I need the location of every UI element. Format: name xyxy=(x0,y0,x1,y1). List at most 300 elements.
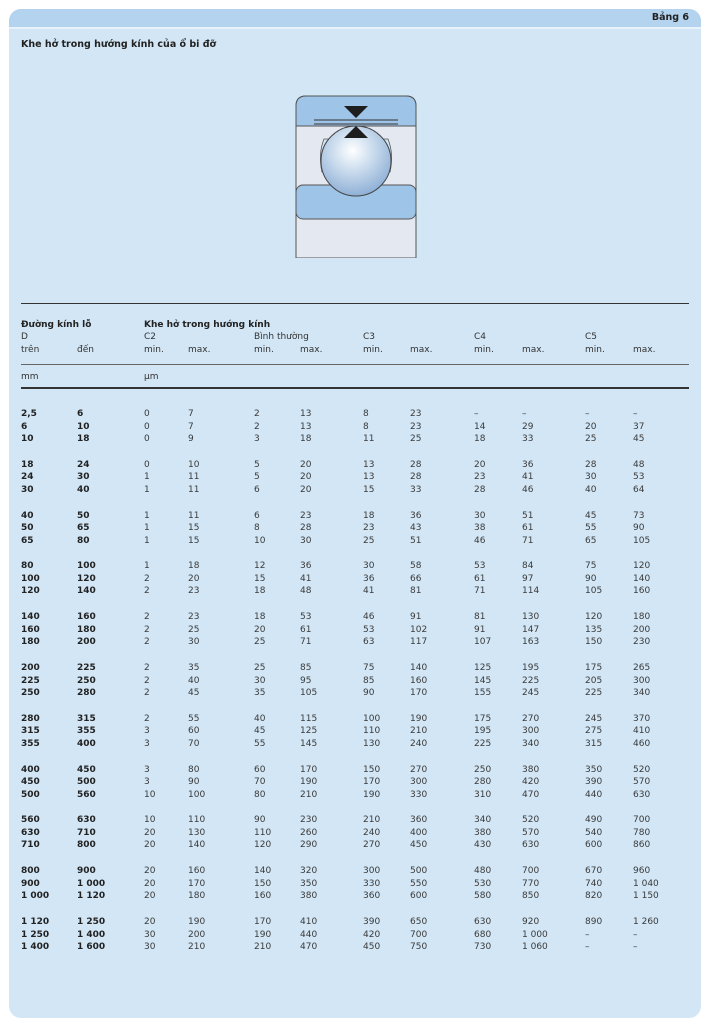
cell-c4-min: 81 xyxy=(474,612,486,623)
cell-c5-min: – xyxy=(585,409,590,419)
cell-c2-max: 170 xyxy=(188,878,206,889)
table-row xyxy=(9,485,701,497)
cell-c5-min: 90 xyxy=(585,573,597,584)
cell-c5-max: 1 150 xyxy=(633,891,659,902)
cell-c4-max: 36 xyxy=(522,459,534,470)
cell-c4-max: 97 xyxy=(522,573,534,584)
cell-c3-min: 240 xyxy=(363,827,381,838)
cell-c4-max: 420 xyxy=(522,777,540,788)
cell-d-incl: 500 xyxy=(77,777,96,788)
cell-normal-max: 28 xyxy=(300,523,312,534)
cell-c5-min: 740 xyxy=(585,878,603,889)
cell-normal-max: 23 xyxy=(300,510,312,521)
cell-c4-min: 38 xyxy=(474,523,486,534)
cell-d-over: 120 xyxy=(21,586,40,597)
cell-normal-max: 48 xyxy=(300,586,312,597)
cell-c3-min: 53 xyxy=(363,624,375,635)
cell-c2-max: 55 xyxy=(188,713,200,724)
cell-normal-min: 5 xyxy=(254,459,260,470)
cell-c2-min: 10 xyxy=(144,815,156,826)
cell-c5-min: 75 xyxy=(585,561,597,572)
cell-d-over: 6 xyxy=(21,421,28,432)
cell-c5-max: 160 xyxy=(633,586,651,597)
cell-normal-max: 36 xyxy=(300,561,312,572)
c3-header: C3 xyxy=(363,332,376,342)
cell-c3-max: 550 xyxy=(410,878,428,889)
cell-c4-min: 380 xyxy=(474,827,492,838)
cell-c3-max: 300 xyxy=(410,777,428,788)
cell-normal-min: 3 xyxy=(254,434,260,444)
cell-c3-min: 270 xyxy=(363,840,381,851)
cell-normal-min: 160 xyxy=(254,891,272,902)
cell-c3-min: 90 xyxy=(363,688,375,698)
cell-normal-min: 55 xyxy=(254,738,266,749)
cell-c3-max: 33 xyxy=(410,484,422,495)
cell-normal-min: 18 xyxy=(254,612,266,623)
cell-c5-max: 460 xyxy=(633,738,651,749)
cell-c3-max: 190 xyxy=(410,713,428,724)
cell-c4-min: 23 xyxy=(474,472,486,483)
cell-c3-max: 81 xyxy=(410,586,422,597)
cell-c5-min: 440 xyxy=(585,789,603,800)
cell-normal-max: 61 xyxy=(300,624,312,635)
cell-d-incl: 160 xyxy=(77,612,96,623)
cell-d-over: 630 xyxy=(21,827,40,838)
cell-normal-max: 260 xyxy=(300,827,318,838)
cell-c5-max: 73 xyxy=(633,510,645,521)
cell-c2-min: 0 xyxy=(144,409,150,419)
cell-c2-min: 1 xyxy=(144,523,150,534)
cell-c3-min: 63 xyxy=(363,637,375,648)
cell-d-over: 450 xyxy=(21,777,40,788)
cell-c4-max: 29 xyxy=(522,421,534,432)
cell-normal-min: 18 xyxy=(254,586,266,597)
cell-normal-min: 15 xyxy=(254,573,266,584)
cell-normal-min: 45 xyxy=(254,726,266,737)
cell-c2-max: 180 xyxy=(188,891,206,902)
cell-c5-min: 135 xyxy=(585,624,603,635)
table-row xyxy=(9,536,701,548)
cell-d-over: 180 xyxy=(21,637,40,648)
cell-c3-min: 11 xyxy=(363,434,375,444)
table-row xyxy=(9,637,701,649)
cell-c4-max: 520 xyxy=(522,815,540,826)
table-row xyxy=(9,422,701,434)
cell-c4-min: 18 xyxy=(474,434,486,444)
cell-c3-min: 13 xyxy=(363,472,375,483)
cell-normal-min: 10 xyxy=(254,535,266,546)
cell-c4-max: 270 xyxy=(522,713,540,724)
cell-d-over: 560 xyxy=(21,815,40,826)
cell-c5-max: 200 xyxy=(633,624,651,635)
cell-c5-max: 630 xyxy=(633,789,651,800)
cell-c2-min: 2 xyxy=(144,612,150,623)
cell-normal-max: 20 xyxy=(300,484,312,495)
header-bar xyxy=(9,9,701,27)
cell-c2-max: 210 xyxy=(188,942,206,952)
table-row xyxy=(9,739,701,751)
cell-c5-max: 64 xyxy=(633,484,645,495)
cell-c3-max: 400 xyxy=(410,827,428,838)
cell-normal-max: 85 xyxy=(300,663,312,673)
cell-c4-max: 470 xyxy=(522,789,540,800)
table-row xyxy=(9,434,701,446)
cell-c5-max: 300 xyxy=(633,675,651,686)
cell-c2-max: 7 xyxy=(188,409,194,419)
c4-min-header: min. xyxy=(474,345,494,355)
cell-c5-min: 390 xyxy=(585,777,603,788)
cell-d-incl: 100 xyxy=(77,561,96,572)
cell-d-over: 1 250 xyxy=(21,929,50,940)
cell-c5-max: 90 xyxy=(633,523,645,534)
cell-c5-min: 225 xyxy=(585,688,603,698)
cell-c3-min: 450 xyxy=(363,942,381,952)
table-row xyxy=(9,523,701,535)
cell-c5-min: 205 xyxy=(585,675,603,686)
cell-c2-min: 20 xyxy=(144,840,156,851)
cell-c2-min: 3 xyxy=(144,726,150,737)
cell-normal-max: 13 xyxy=(300,409,312,419)
cell-normal-min: 6 xyxy=(254,510,260,521)
cell-c5-max: 180 xyxy=(633,612,651,623)
cell-c2-max: 11 xyxy=(188,510,200,521)
cell-c4-min: 175 xyxy=(474,713,492,724)
cell-c5-max: 1 040 xyxy=(633,878,659,889)
cell-d-incl: 50 xyxy=(77,510,90,521)
cell-c5-max: – xyxy=(633,942,638,952)
cell-c4-min: 530 xyxy=(474,878,492,889)
cell-c5-max: 53 xyxy=(633,472,645,483)
cell-c5-min: 275 xyxy=(585,726,603,737)
cell-normal-min: 120 xyxy=(254,840,272,851)
table-row xyxy=(9,777,701,789)
cell-d-incl: 315 xyxy=(77,713,96,724)
cell-c5-max: 265 xyxy=(633,663,651,673)
cell-c4-min: 20 xyxy=(474,459,486,470)
cell-c5-min: 40 xyxy=(585,484,597,495)
table-row xyxy=(9,561,701,573)
cell-c5-max: 140 xyxy=(633,573,651,584)
cell-normal-min: 190 xyxy=(254,929,272,940)
page-title: Khe hở trong hướng kính của ổ bi đỡ xyxy=(21,39,217,50)
cell-c2-max: 23 xyxy=(188,586,200,597)
cell-d-incl: 1 000 xyxy=(77,878,106,889)
cell-c5-max: 520 xyxy=(633,764,651,775)
cell-c4-min: 730 xyxy=(474,942,492,952)
table-row xyxy=(9,942,701,954)
cell-c4-min: – xyxy=(474,409,479,419)
cell-normal-min: 2 xyxy=(254,421,260,432)
table-row xyxy=(9,917,701,929)
bore-group-header: Đường kính lỗ xyxy=(21,320,92,330)
cell-d-over: 24 xyxy=(21,472,34,483)
cell-c2-min: 20 xyxy=(144,878,156,889)
table-row xyxy=(9,790,701,802)
cell-c2-min: 20 xyxy=(144,827,156,838)
cell-c2-max: 60 xyxy=(188,726,200,737)
cell-c2-min: 2 xyxy=(144,586,150,597)
cell-normal-max: 125 xyxy=(300,726,318,737)
cell-d-incl: 180 xyxy=(77,624,96,635)
cell-d-over: 65 xyxy=(21,535,34,546)
cell-normal-min: 2 xyxy=(254,409,260,419)
cell-d-incl: 30 xyxy=(77,472,90,483)
cell-d-over: 50 xyxy=(21,523,34,534)
cell-c4-max: 33 xyxy=(522,434,534,444)
cell-d-incl: 355 xyxy=(77,726,96,737)
cell-c2-max: 15 xyxy=(188,523,200,534)
cell-c4-max: 41 xyxy=(522,472,534,483)
cell-c2-max: 80 xyxy=(188,764,200,775)
cell-c2-min: 30 xyxy=(144,929,156,940)
cell-c3-max: 750 xyxy=(410,942,428,952)
cell-c2-max: 11 xyxy=(188,472,200,483)
cell-normal-min: 25 xyxy=(254,663,266,673)
cell-c5-min: 350 xyxy=(585,764,603,775)
cell-d-incl: 24 xyxy=(77,459,90,470)
cell-c3-min: 100 xyxy=(363,713,381,724)
cell-d-incl: 18 xyxy=(77,434,90,444)
cell-c4-max: 46 xyxy=(522,484,534,495)
cell-d-incl: 800 xyxy=(77,840,96,851)
c4-header: C4 xyxy=(474,332,487,342)
cell-c3-max: 330 xyxy=(410,789,428,800)
cell-c5-min: 890 xyxy=(585,917,603,927)
cell-c5-min: 20 xyxy=(585,421,597,432)
cell-c3-max: 28 xyxy=(410,459,422,470)
header-rule xyxy=(21,364,689,365)
cell-c3-min: 150 xyxy=(363,764,381,775)
cell-c5-min: 670 xyxy=(585,866,603,877)
cell-c3-max: 25 xyxy=(410,434,422,444)
cell-c5-max: 780 xyxy=(633,827,651,838)
cell-c4-max: 570 xyxy=(522,827,540,838)
cell-c2-max: 23 xyxy=(188,612,200,623)
table-row xyxy=(9,586,701,598)
cell-c4-min: 480 xyxy=(474,866,492,877)
cell-c4-min: 125 xyxy=(474,663,492,673)
cell-c3-min: 18 xyxy=(363,510,375,521)
cell-c2-min: 3 xyxy=(144,738,150,749)
cell-c5-min: 490 xyxy=(585,815,603,826)
cell-c5-min: 25 xyxy=(585,434,597,444)
cell-c4-max: 700 xyxy=(522,866,540,877)
c2-min-header: min. xyxy=(144,345,164,355)
cell-d-incl: 560 xyxy=(77,789,96,800)
cell-normal-max: 230 xyxy=(300,815,318,826)
cell-c2-min: 3 xyxy=(144,764,150,775)
cell-d-incl: 120 xyxy=(77,573,96,584)
cell-c3-max: 102 xyxy=(410,624,428,635)
cell-normal-max: 20 xyxy=(300,472,312,483)
cell-c4-max: 300 xyxy=(522,726,540,737)
cell-c3-max: 51 xyxy=(410,535,422,546)
cell-normal-max: 115 xyxy=(300,713,318,724)
cell-normal-max: 53 xyxy=(300,612,312,623)
clearance-group-header: Khe hở trong hướng kính xyxy=(144,320,271,330)
cell-c4-max: 850 xyxy=(522,891,540,902)
cell-d-over: 280 xyxy=(21,713,40,724)
cell-d-over: 160 xyxy=(21,624,40,635)
cell-c5-min: 120 xyxy=(585,612,603,623)
cell-c2-min: 2 xyxy=(144,573,150,584)
cell-normal-min: 35 xyxy=(254,688,266,698)
normal-min-header: min. xyxy=(254,345,274,355)
cell-c2-min: 0 xyxy=(144,459,150,470)
cell-d-incl: 710 xyxy=(77,827,96,838)
cell-c3-max: 66 xyxy=(410,573,422,584)
cell-normal-max: 105 xyxy=(300,688,318,698)
cell-normal-min: 30 xyxy=(254,675,266,686)
cell-c4-max: 84 xyxy=(522,561,534,572)
cell-c2-max: 160 xyxy=(188,866,206,877)
table-row xyxy=(9,625,701,637)
cell-c3-max: 160 xyxy=(410,675,428,686)
cell-c2-max: 20 xyxy=(188,573,200,584)
cell-d-incl: 65 xyxy=(77,523,90,534)
cell-normal-max: 320 xyxy=(300,866,318,877)
cell-c3-max: 23 xyxy=(410,409,422,419)
deep-groove-ball-bearing-icon xyxy=(294,94,418,258)
cell-c4-max: 770 xyxy=(522,878,540,889)
cell-c2-min: 2 xyxy=(144,624,150,635)
cell-c3-max: 500 xyxy=(410,866,428,877)
cell-d-incl: 40 xyxy=(77,484,90,495)
cell-c2-min: 1 xyxy=(144,484,150,495)
cell-c3-min: 46 xyxy=(363,612,375,623)
cell-c2-max: 25 xyxy=(188,624,200,635)
bore-unit: mm xyxy=(21,372,39,382)
cell-c3-min: 130 xyxy=(363,738,381,749)
cell-d-over: 18 xyxy=(21,459,34,470)
cell-normal-min: 210 xyxy=(254,942,272,952)
cell-c2-min: 2 xyxy=(144,675,150,686)
cell-normal-max: 470 xyxy=(300,942,318,952)
normal-header: Bình thường xyxy=(254,332,309,342)
cell-c2-min: 20 xyxy=(144,917,156,927)
cell-c5-max: 960 xyxy=(633,866,651,877)
table-row xyxy=(9,828,701,840)
normal-max-header: max. xyxy=(300,345,323,355)
cell-normal-min: 5 xyxy=(254,472,260,483)
cell-normal-min: 25 xyxy=(254,637,266,648)
cell-normal-max: 170 xyxy=(300,764,318,775)
cell-d-over: 800 xyxy=(21,866,40,877)
cell-c4-min: 14 xyxy=(474,421,486,432)
cell-c4-min: 30 xyxy=(474,510,486,521)
cell-c3-max: 600 xyxy=(410,891,428,902)
cell-c2-max: 190 xyxy=(188,917,206,927)
cell-c3-max: 43 xyxy=(410,523,422,534)
cell-c4-max: 61 xyxy=(522,523,534,534)
cell-c2-max: 10 xyxy=(188,459,200,470)
cell-d-incl: 450 xyxy=(77,764,96,775)
c5-max-header: max. xyxy=(633,345,656,355)
cell-normal-max: 95 xyxy=(300,675,312,686)
cell-c5-min: 105 xyxy=(585,586,603,597)
cell-c4-max: 114 xyxy=(522,586,540,597)
cell-c5-max: 700 xyxy=(633,815,651,826)
cell-normal-min: 150 xyxy=(254,878,272,889)
header-divider xyxy=(9,27,701,29)
cell-c3-min: 85 xyxy=(363,675,375,686)
cell-c4-max: 245 xyxy=(522,688,540,698)
cell-c3-min: 36 xyxy=(363,573,375,584)
table-row xyxy=(9,688,701,700)
cell-c3-max: 36 xyxy=(410,510,422,521)
cell-d-over: 30 xyxy=(21,484,34,495)
table-row xyxy=(9,511,701,523)
cell-c5-min: 315 xyxy=(585,738,603,749)
cell-c4-max: 195 xyxy=(522,663,540,673)
cell-d-over: 250 xyxy=(21,688,40,698)
cell-d-incl: 1 120 xyxy=(77,891,106,902)
cell-c4-max: 630 xyxy=(522,840,540,851)
cell-c3-min: 8 xyxy=(363,409,369,419)
table-row xyxy=(9,612,701,624)
cell-c4-max: 1 060 xyxy=(522,942,548,952)
cell-c3-max: 450 xyxy=(410,840,428,851)
cell-c3-min: 41 xyxy=(363,586,375,597)
cell-c5-min: 45 xyxy=(585,510,597,521)
cell-d-over: 355 xyxy=(21,738,40,749)
cell-d-over: 400 xyxy=(21,764,40,775)
cell-c3-min: 300 xyxy=(363,866,381,877)
cell-c2-min: 3 xyxy=(144,777,150,788)
cell-c4-max: 1 000 xyxy=(522,929,548,940)
cell-c4-min: 71 xyxy=(474,586,486,597)
cell-d-incl: 80 xyxy=(77,535,90,546)
cell-c2-min: 2 xyxy=(144,663,150,673)
cell-c3-max: 650 xyxy=(410,917,428,927)
cell-d-over: 900 xyxy=(21,878,40,889)
cell-d-over: 2,5 xyxy=(21,409,37,419)
cell-c2-max: 110 xyxy=(188,815,206,826)
cell-d-over: 1 000 xyxy=(21,891,50,902)
cell-c4-min: 107 xyxy=(474,637,492,648)
cell-c5-max: 860 xyxy=(633,840,651,851)
cell-c2-min: 30 xyxy=(144,942,156,952)
cell-c2-min: 1 xyxy=(144,472,150,483)
cell-c3-min: 190 xyxy=(363,789,381,800)
cell-c5-min: 175 xyxy=(585,663,603,673)
cell-normal-min: 60 xyxy=(254,764,266,775)
cell-c4-max: 71 xyxy=(522,535,534,546)
over-header: trên xyxy=(21,345,40,355)
cell-c4-min: 250 xyxy=(474,764,492,775)
cell-c4-min: 680 xyxy=(474,929,492,940)
cell-c2-min: 10 xyxy=(144,789,156,800)
cell-c4-min: 630 xyxy=(474,917,492,927)
cell-c5-max: 48 xyxy=(633,459,645,470)
cell-normal-max: 18 xyxy=(300,434,312,444)
incl-header: đến xyxy=(77,345,94,355)
cell-c4-max: 130 xyxy=(522,612,540,623)
cell-normal-min: 80 xyxy=(254,789,266,800)
cell-normal-min: 20 xyxy=(254,624,266,635)
cell-c4-max: 51 xyxy=(522,510,534,521)
cell-c2-max: 140 xyxy=(188,840,206,851)
cell-c3-min: 110 xyxy=(363,726,381,737)
table-row xyxy=(9,930,701,942)
cell-d-incl: 1 400 xyxy=(77,929,106,940)
cell-normal-max: 190 xyxy=(300,777,318,788)
cell-c4-max: 380 xyxy=(522,764,540,775)
cell-d-incl: 225 xyxy=(77,663,96,673)
table-row xyxy=(9,676,701,688)
cell-c4-min: 61 xyxy=(474,573,486,584)
c4-max-header: max. xyxy=(522,345,545,355)
